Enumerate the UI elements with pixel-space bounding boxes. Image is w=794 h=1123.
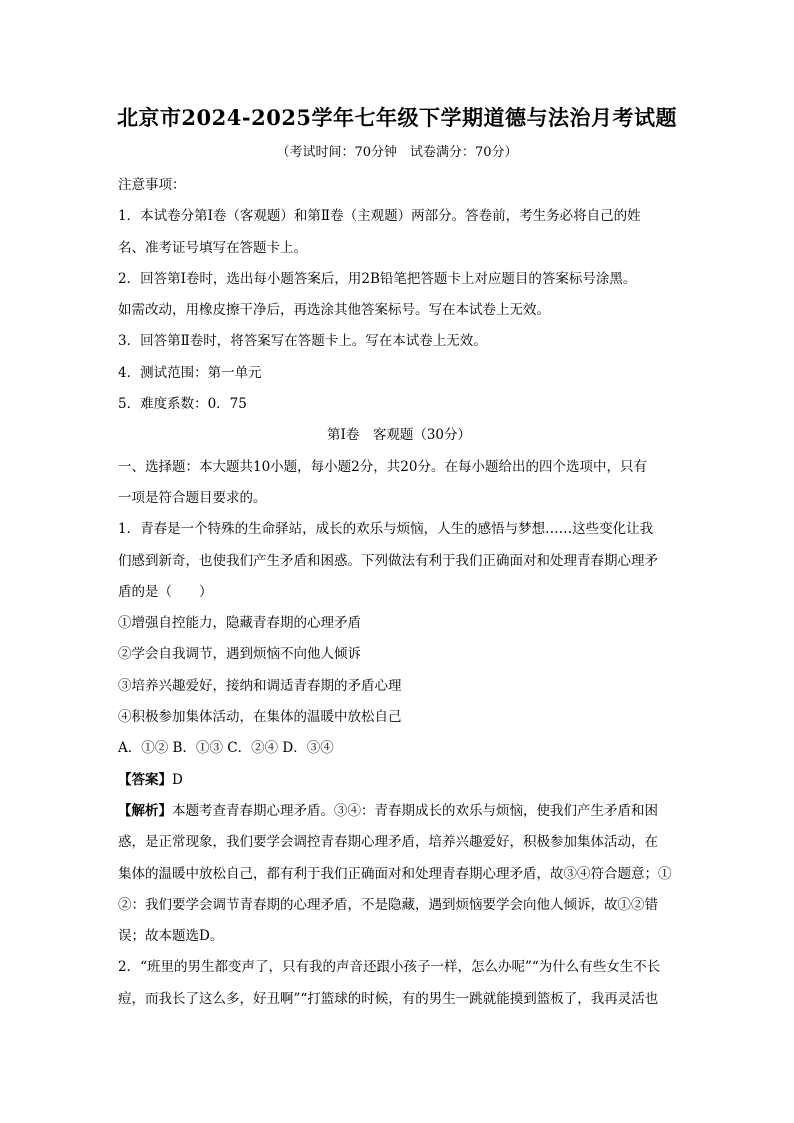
exam-body <box>118 174 680 1019</box>
analysis-text: 本题考查青春期心理矛盾。③④：青春期成长的欢乐与烦恼，使我们产生矛盾和困 <box>172 802 658 819</box>
notice-item: 2．回答第Ⅰ卷时，选出每小题答案后，用2B铅笔把答题卡上对应题目的答案标号涂黑。 <box>118 270 637 287</box>
section-intro: 一、选择题：本大题共10小题，每小题2分，共20分。在每小题给出的四个选项中，只有 <box>118 458 647 475</box>
section-intro: 一项是符合题目要求的。 <box>118 489 267 506</box>
notice-item: 4．测试范围：第一单元 <box>118 364 262 381</box>
answer-value: D <box>172 771 183 788</box>
question-1-stem: 们感到新奇，也使我们产生矛盾和困惑。下列做法有利于我们正确面对和处理青春期心理矛 <box>118 552 658 569</box>
notice-item: 3．回答第Ⅱ卷时，将答案写在答题卡上。写在本试卷上无效。 <box>118 333 487 350</box>
question-2-stem: 2．“班里的男生都变声了，只有我的声音还跟小孩子一样，怎么办呢”“为什么有些女生不长 <box>118 959 661 976</box>
notice-item: 1．本试卷分第Ⅰ卷（客观题）和第Ⅱ卷（主观题）两部分。答卷前，考生务必将自己的姓 <box>118 208 641 225</box>
analysis-text: 集体的温暖中放松自己，都有利于我们正确面对和处理青春期心理矛盾，故③④符合题意；① <box>118 865 672 882</box>
question-2-stem: 痘，而我长了这么多，好丑啊”“打篮球的时候，有的男生一跳就能摸到篮板了，我再灵活也 <box>118 990 659 1007</box>
notice-item: 如需改动，用橡皮擦干净后，再选涂其他答案标号。写在本试卷上无效。 <box>118 302 550 319</box>
question-1-statement: ③培养兴趣爱好，接纳和调适青春期的矛盾心理 <box>118 677 402 694</box>
answer-line <box>118 769 680 800</box>
notice-heading: 注意事项： <box>118 177 186 193</box>
question-1-stem: 1．青春是一个特殊的生命驿站，成长的欢乐与烦恼，人生的感悟与梦想……这些变化让我 <box>118 521 654 538</box>
page-title: 北京市2024-2025学年七年级下学期道德与法治月考试题 <box>116 105 678 130</box>
analysis-text: ②：我们要学会调节青春期的心理矛盾，不是隐藏，遇到烦恼要学会向他人倾诉，故①②错 <box>118 896 658 913</box>
question-1-statement: ②学会自我调节，遇到烦恼不向他人倾诉 <box>118 646 361 663</box>
analysis-text: 误；故本题选D。 <box>118 928 224 945</box>
question-1-statement: ①增强自控能力，隐藏青春期的心理矛盾 <box>118 615 361 632</box>
section-heading: 第Ⅰ卷 客观题（30分） <box>326 427 471 444</box>
exam-info: （考试时间：70分钟 试卷满分：70分） <box>276 145 518 160</box>
notice-item: 名、准考证号填写在答题卡上。 <box>118 239 307 256</box>
question-1-stem: 盾的是（ ） <box>118 583 213 600</box>
answer-label: 【答案】 <box>118 771 172 788</box>
question-1-statement: ④积极参加集体活动，在集体的温暖中放松自己 <box>118 709 402 726</box>
analysis-label: 【解析】 <box>118 802 172 819</box>
notice-item: 5．难度系数：0．75 <box>118 396 247 413</box>
analysis-text: 惑，是正常现象，我们要学会调控青春期心理矛盾，培养兴趣爱好，积极参加集体活动，在 <box>118 834 658 851</box>
question-1-options: A．①② B．①③ C．②④ D．③④ <box>118 740 334 757</box>
analysis-line <box>118 800 680 831</box>
